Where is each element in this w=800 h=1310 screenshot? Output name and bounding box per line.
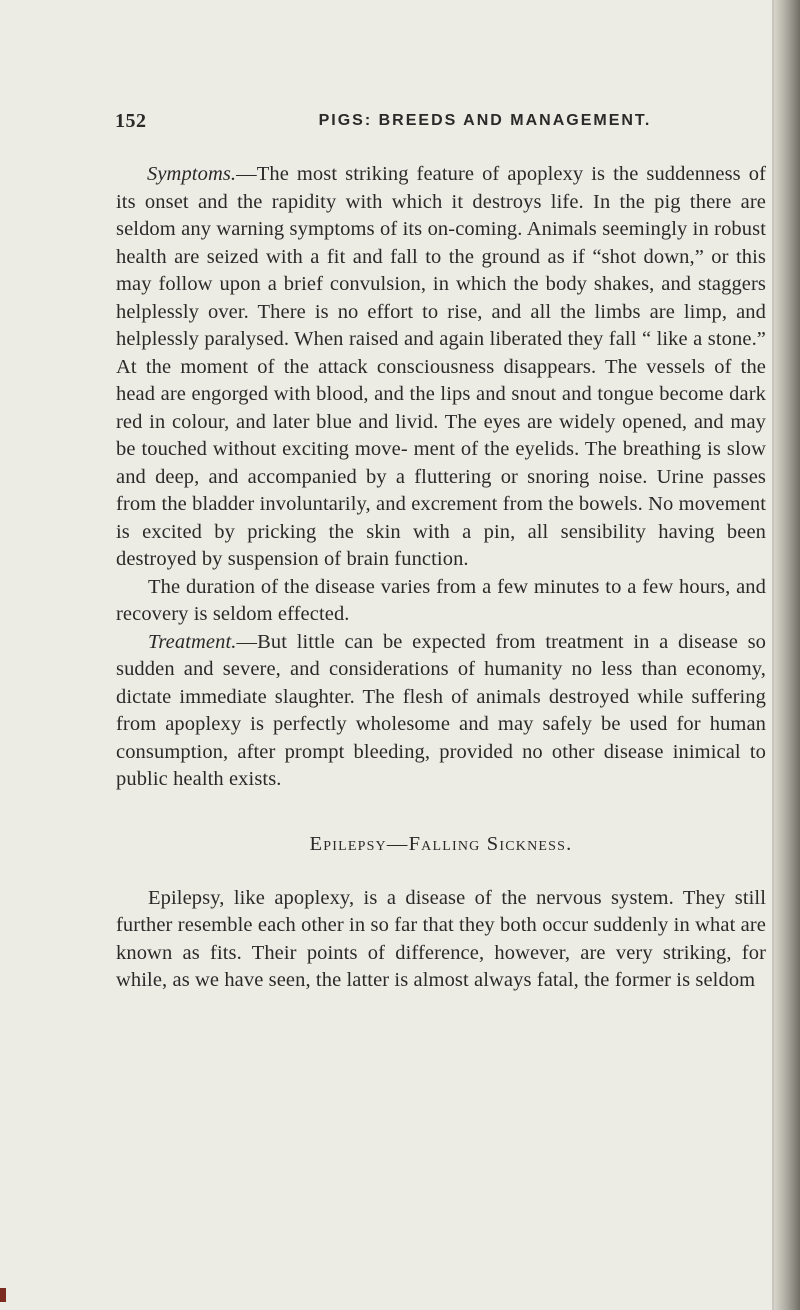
paragraph-symptoms xyxy=(116,161,766,574)
paragraph-epilepsy-text: Epilepsy, like apoplexy, is a disease of the nervous system. They still further resemble each other in so far that they both occur suddenly in what are known as fits. Their points of difference, however, are very striking, for while, as we have seen, the latter is almost always fatal, the former is seldom xyxy=(116,886,766,991)
paragraph-treatment-text: —But little can be expected from treatment in a disease so sudden and severe, and considerations of humanity no less than economy, dictate immediate slaughter. The flesh of animals destroyed while suffering from apoplexy is perfectly wholesome and may safely be used for human consumption, after prompt bleeding, provided no other disease inimical to public health exists. xyxy=(116,630,766,790)
paragraph-epilepsy xyxy=(116,885,766,995)
paragraph-duration-text: The duration of the disease varies from a few minutes to a few hours, and recovery is seldom effected. xyxy=(116,575,766,625)
paragraph-symptoms-text: —The most striking feature of apoplexy is the suddenness of its onset and the rapidity with which it destroys life. In the pig there are seldom any warning symptoms of its on-coming. Animals seemingly in robust health are seized with a fit and fall to the ground as if “shot down,” or this may follow upon a brief convulsion, in which the body shakes, and staggers helplessly over. There is no effort to rise, and all the limbs are limp, and helplessly paralysed. When raised and again liberated they fall “ like a stone.” At the moment of the attack consciousness disappears. The vessels of the head are engorged with blood, and the lips and snout and tongue become dark red in colour, and later blue and livid. The eyes are widely opened, and may be touched without exciting move- ment of the eyelids. The breathing is slow and deep, and accompanied by a fluttering or snoring noise. Urine passes from the bladder involuntarily, and excrement from the bowels. No movement is excited by pricking the skin with a pin, all sensibility having been destroyed by suspension of brain function. xyxy=(116,163,766,570)
run-in-heading-symptoms: Symptoms. xyxy=(147,163,237,185)
page-header xyxy=(115,110,765,140)
corner-mark xyxy=(0,1288,6,1302)
section-heading-epilepsy: Epilepsy—Falling Sickness. xyxy=(309,832,573,855)
run-in-heading-treatment: Treatment. xyxy=(148,630,237,653)
page-edge-shadow xyxy=(774,0,800,1310)
running-head: PIGS: BREEDS AND MANAGEMENT. xyxy=(318,112,652,129)
page-body xyxy=(116,161,766,995)
paragraph-treatment xyxy=(116,629,766,794)
page-number: 152 xyxy=(115,110,147,132)
paragraph-duration xyxy=(116,574,766,629)
